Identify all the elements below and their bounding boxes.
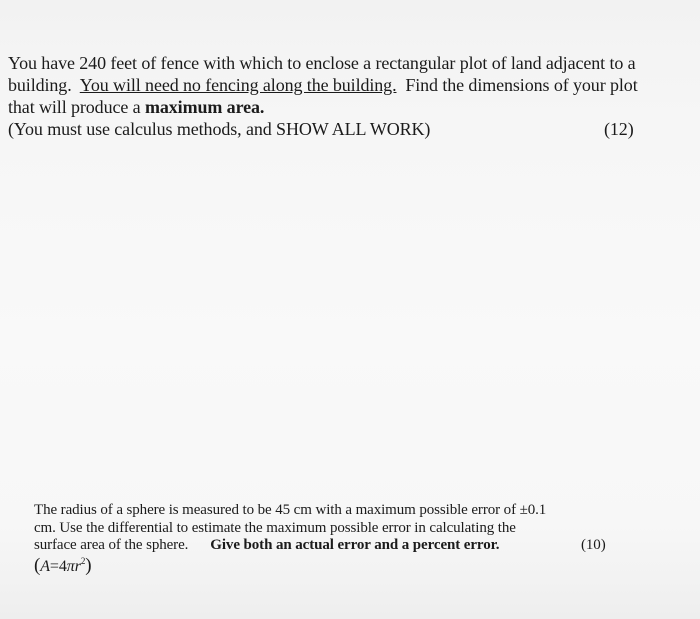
- problem-1-underlined-instruction: You will need no fencing along the building.: [79, 75, 397, 95]
- surface-area-formula: [34, 554, 674, 576]
- formula-open-paren: (: [34, 554, 41, 576]
- formula-variable: r: [74, 557, 81, 575]
- problem-2-bold-instruction: Give both an actual error and a percent error.: [210, 537, 500, 553]
- problem-2-line-1: The radius of a sphere is measured to be 45 cm with a maximum possible error of ±0.1: [34, 502, 547, 518]
- problem-2-line-2: cm. Use the differential to estimate the maximum possible error in calculating the: [34, 519, 516, 536]
- problem-1-bold-phrase: maximum area.: [144, 97, 265, 117]
- problem-1-line-1: You have 240 feet of fence with which to enclose a rectangular plot of land adjacent to a: [8, 53, 636, 73]
- problem-1-line-3-start: that will produce a: [8, 97, 141, 117]
- formula-coefficient: 4: [58, 557, 67, 575]
- formula-pi: π: [66, 557, 75, 575]
- formula-equals: =: [49, 557, 59, 575]
- formula-lhs: A: [40, 557, 50, 575]
- problem-2-line-3: [34, 537, 674, 555]
- problem-1-instructions: (You must use calculus methods, and SHOW ALL WORK): [8, 119, 431, 139]
- problem-1-line-4: [8, 118, 668, 140]
- problem-1: [8, 52, 668, 140]
- problem-1-line-2-start: building.: [8, 75, 72, 95]
- problem-1-points: (12): [604, 119, 634, 139]
- formula-exponent: 2: [80, 555, 86, 566]
- problem-2-line-3-start: surface area of the sphere.: [34, 537, 189, 553]
- problem-1-line-2-end: Find the dimensions of your plot: [405, 75, 638, 95]
- problem-1-line-2: [8, 74, 668, 96]
- formula-close-paren: ): [85, 554, 92, 576]
- problem-2: [34, 502, 674, 575]
- problem-1-line-3: [8, 96, 668, 118]
- problem-2-points: (10): [581, 537, 606, 553]
